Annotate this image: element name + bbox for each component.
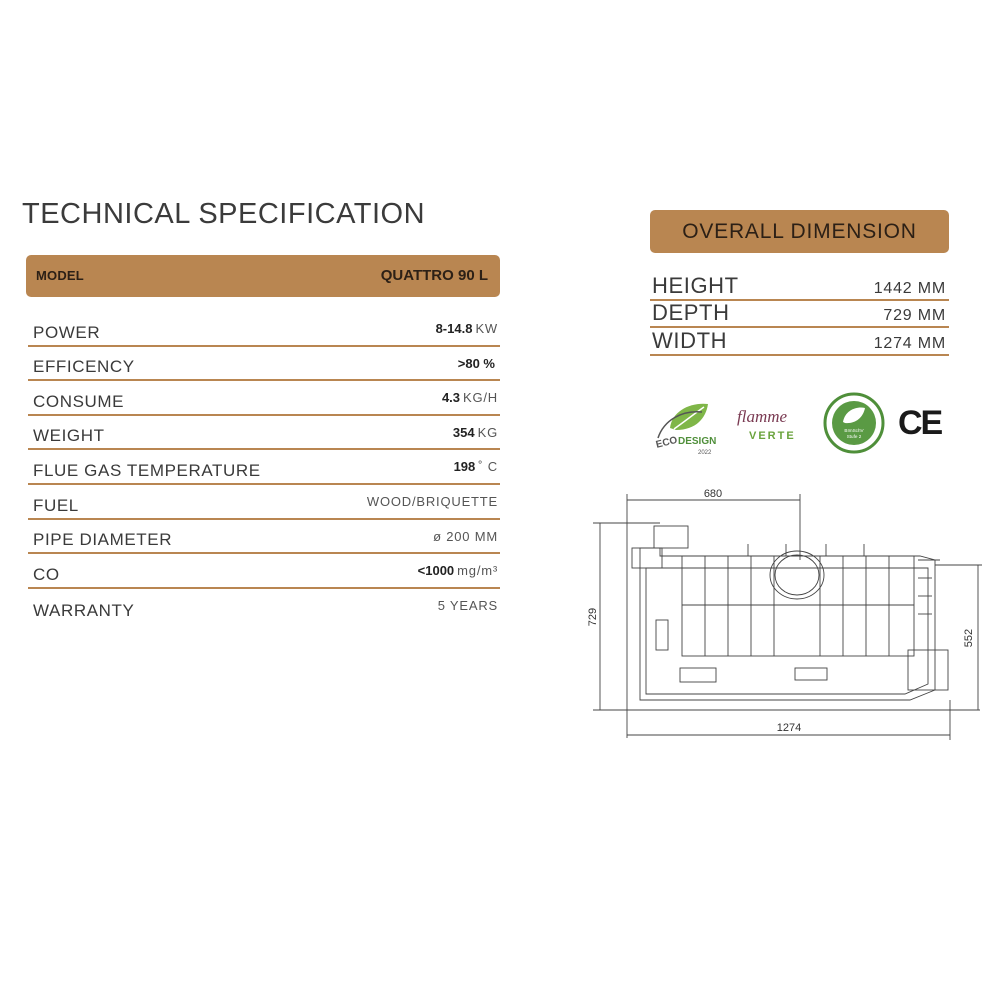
spec-table (28, 312, 500, 623)
spec-row-warranty (28, 589, 500, 624)
spec-row-consume (28, 381, 500, 416)
spec-value: 354 (452, 424, 475, 440)
side-vent (656, 620, 668, 650)
spec-row-power (28, 312, 500, 347)
dim-left-label: 729 (587, 607, 599, 627)
spec-unit: KG (477, 424, 498, 440)
flamme-verte-mark (733, 402, 809, 444)
flamme-text: flamme (737, 407, 788, 426)
spec-label: CO (33, 564, 60, 584)
spec-label: EFFICENCY (33, 357, 135, 377)
bimschv-seal (823, 392, 885, 454)
bimschv-badge (823, 392, 885, 459)
spec-row-pipe-diameter (28, 520, 500, 555)
design-text: DESIGN (678, 436, 717, 447)
eco-text: ECO (654, 434, 679, 451)
spec-unit: WOOD/BRIQUETTE (366, 493, 498, 509)
spec-row-co (28, 554, 500, 589)
spec-label: FUEL (33, 495, 79, 515)
dim-row-height (650, 273, 949, 301)
year-text: 2022 (698, 450, 712, 456)
body-outline (640, 548, 935, 700)
dim-row-depth (650, 301, 949, 329)
left-connector (632, 548, 662, 568)
overall-dimension-title: OVERALL DIMENSION (682, 220, 917, 243)
spec-unit: 5 YEARS (437, 597, 498, 613)
spec-value: 4.3 (441, 390, 461, 406)
dim-bottom-label: 1274 (776, 722, 802, 734)
flue-pipe (770, 551, 824, 599)
spec-unit: KG/H (463, 390, 498, 406)
dim-right-label: 552 (963, 628, 975, 648)
spec-label: CONSUME (33, 391, 125, 411)
ecodesign-logo (652, 398, 718, 461)
spec-label: PIPE DIAMETER (33, 530, 173, 550)
top-left-box (654, 526, 688, 548)
dim-value: 1442 MM (873, 279, 946, 297)
spec-label: FLUE GAS TEMPERATURE (33, 460, 261, 480)
overall-dimension-header (650, 210, 949, 253)
flamme-verte-logo (733, 402, 809, 449)
dimension-table (650, 273, 949, 356)
spec-value: >80 % (457, 355, 495, 371)
spec-value: <1000 (417, 563, 455, 579)
dim-label: HEIGHT (652, 272, 739, 298)
dim-label: WIDTH (652, 327, 728, 353)
model-value: QUATTRO 90 L (380, 267, 488, 284)
spec-label: POWER (33, 322, 101, 342)
spec-label: WARRANTY (33, 601, 135, 621)
model-header-bar (26, 255, 500, 297)
body-inner (646, 568, 928, 694)
bimschv-text: BImSchV (844, 428, 864, 433)
spec-row-efficency (28, 347, 500, 382)
dim-top-label: 680 (703, 488, 723, 500)
verte-text: VERTE (749, 430, 796, 442)
dim-value: 729 MM (883, 307, 946, 324)
drawing-lines (593, 494, 982, 740)
glass-frame (682, 556, 914, 656)
stufe-text: Stufe 2 (846, 434, 862, 439)
dim-value: 1274 MM (873, 334, 946, 352)
spec-unit: mg/m³ (457, 563, 498, 579)
ce-mark: CE (898, 404, 942, 442)
spec-unit: ø 200 MM (433, 528, 498, 544)
spec-unit: KW (475, 321, 498, 336)
spec-unit: ˚ C (478, 459, 498, 475)
spec-value: 8-14.8 (435, 321, 473, 336)
spec-row-weight (28, 416, 500, 451)
leaf-icon (652, 398, 718, 456)
spec-label: WEIGHT (33, 426, 105, 446)
technical-drawing (585, 485, 985, 745)
spec-row-fuel (28, 485, 500, 520)
control-slot (795, 668, 827, 680)
page-title: TECHNICAL SPECIFICATION (22, 198, 426, 230)
spec-row-flue-gas-temperature (28, 450, 500, 485)
dim-label: DEPTH (652, 300, 730, 325)
spec-value: 198 (453, 459, 476, 475)
dim-row-width (650, 328, 949, 356)
bottom-vents (680, 668, 716, 682)
model-label: MODEL (36, 268, 84, 283)
